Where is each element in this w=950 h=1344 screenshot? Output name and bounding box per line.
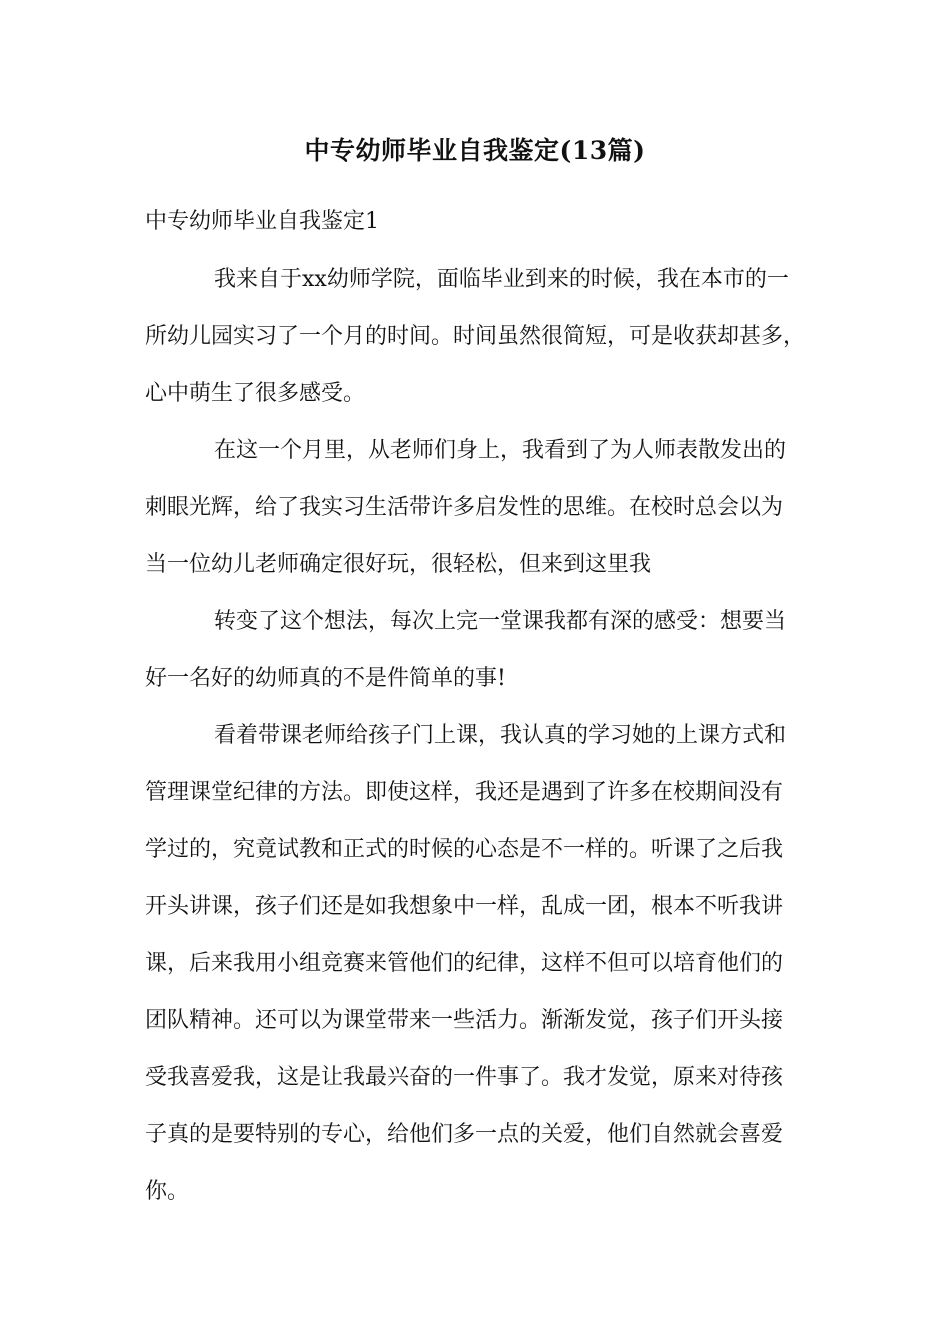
paragraph-4-line-1: 看着带课老师给孩子门上课，我认真的学习她的上课方式和 <box>214 723 787 748</box>
paragraph-3-line-2: 好一名好的幼师真的不是件简单的事! <box>145 666 506 691</box>
paragraph-2-line-3: 当一位幼儿老师确定很好玩，很轻松，但来到这里我 <box>145 552 652 577</box>
paragraph-2-line-2: 刺眼光辉，给了我实习生活带许多启发性的思维。在校时总会以为 <box>145 495 784 520</box>
paragraph-1-line-2: 所幼儿园实习了一个月的时间。时间虽然很简短，可是收获却甚多， <box>145 324 806 349</box>
paragraph-1-line-3: 心中萌生了很多感受。 <box>145 381 366 406</box>
paragraph-4-line-8: 子真的是要特别的专心，给他们多一点的关爱，他们自然就会喜爱 <box>145 1122 784 1147</box>
paragraph-4-line-4: 开头讲课，孩子们还是如我想象中一样，乱成一团，根本不听我讲 <box>145 894 784 919</box>
paragraph-3-line-1: 转变了这个想法，每次上完一堂课我都有深的感受：想要当 <box>214 609 787 634</box>
paragraph-4-line-9: 你。 <box>145 1179 190 1204</box>
paragraph-4-line-3: 学过的，究竟试教和正式的时候的心态是不一样的。听课了之后我 <box>145 837 784 862</box>
paragraph-1-line-1: 我来自于xx幼师学院，面临毕业到来的时候，我在本市的一 <box>214 267 789 292</box>
paragraph-4-line-2: 管理课堂纪律的方法。即使这样，我还是遇到了许多在校期间没有 <box>145 780 784 805</box>
paragraph-4-line-6: 团队精神。还可以为课堂带来一些活力。渐渐发觉，孩子们开头接 <box>145 1008 784 1033</box>
document-title: 中专幼师毕业自我鉴定(13篇) <box>304 136 646 165</box>
section-heading: 中专幼师毕业自我鉴定1 <box>145 209 379 234</box>
paragraph-4-line-5: 课，后来我用小组竞赛来管他们的纪律，这样不但可以培育他们的 <box>145 951 784 976</box>
paragraph-4-line-7: 受我喜爱我，这是让我最兴奋的一件事了。我才发觉，原来对待孩 <box>145 1065 784 1090</box>
paragraph-2-line-1: 在这一个月里，从老师们身上，我看到了为人师表散发出的 <box>214 438 787 463</box>
